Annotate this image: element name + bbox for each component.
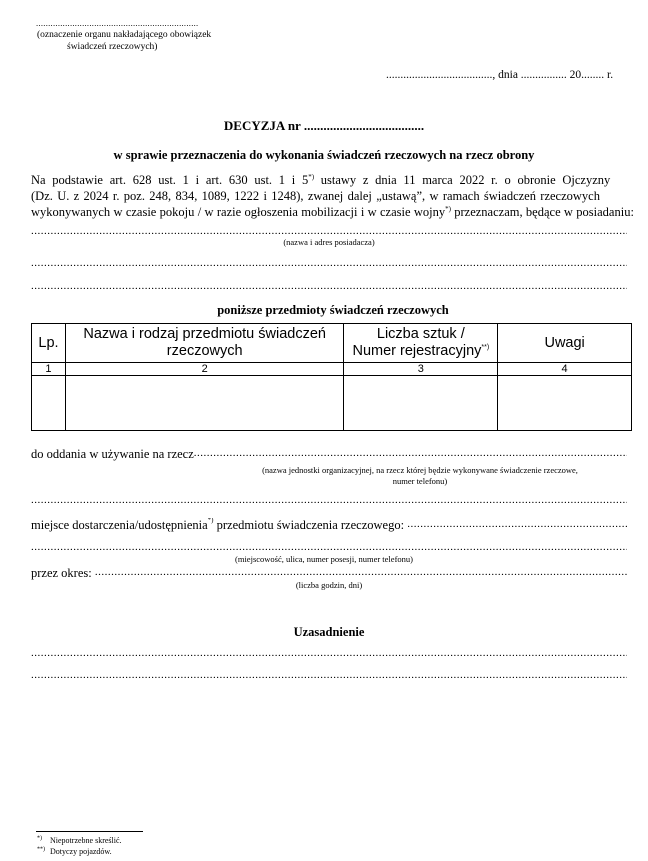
intro-line1-rest: ustawy z dnia 11 marca 2022 r. o obronie Ojczyzny xyxy=(314,173,611,187)
intro-line3-text: wykonywanych w czasie pokoju / w razie ogłoszenia mobilizacji i w czasie wojny xyxy=(31,205,446,219)
delivery-note: (miejscowość, ulica, numer posesji, numer telefonu) xyxy=(235,554,413,564)
footnote-mark: **) xyxy=(37,846,45,853)
organ-label-line1: (oznaczenie organu nakładającego obowiązek xyxy=(37,30,212,40)
owner-field-line-1[interactable] xyxy=(31,224,627,238)
items-table xyxy=(31,323,632,431)
column-header-name-line1: Nazwa i rodzaj przedmiotu świadczeń xyxy=(83,326,326,342)
period-field[interactable] xyxy=(95,566,627,581)
column-number: 4 xyxy=(498,363,632,376)
intro-line-1 xyxy=(31,172,627,188)
footnote-ref: *) xyxy=(445,204,451,213)
date-line[interactable]: ....................................., dnia ................ 20........ r. xyxy=(386,69,614,81)
column-header-quantity-line1: Liczba sztuk / xyxy=(376,326,465,342)
delivery-label: miejsce dostarczenia/udostępnienia xyxy=(31,518,208,532)
delivery-label-rest: przedmiotu świadczenia rzeczowego: xyxy=(213,518,408,532)
footnote-ref: *) xyxy=(308,172,315,181)
justification-line-2[interactable] xyxy=(31,668,627,682)
column-number: 1 xyxy=(32,363,66,376)
footnote-text: Niepotrzebne skreślić. xyxy=(50,836,122,845)
column-number: 3 xyxy=(344,363,498,376)
delivery-row xyxy=(31,518,627,533)
table-cell-name[interactable] xyxy=(65,376,343,431)
items-heading: poniższe przedmioty świadczeń rzeczowych xyxy=(217,303,449,317)
period-row xyxy=(31,566,627,581)
intro-line-2: (Dz. U. z 2024 r. poz. 248, 834, 1089, 1222 i 1248), zwanej dalej „ustawą”, w ramach świadczeń rzeczowych xyxy=(31,189,600,203)
organ-label-line2: świadczeń rzeczowych) xyxy=(67,42,158,52)
handover-field-line-2[interactable] xyxy=(31,493,627,507)
decision-title[interactable]: DECYZJA nr ..................................... xyxy=(223,118,425,133)
footnote-2 xyxy=(37,847,112,856)
organ-dots[interactable]: ................................................................... xyxy=(36,18,199,28)
period-label: przez okres: xyxy=(31,566,95,580)
handover-field[interactable] xyxy=(194,447,627,462)
column-header-notes: Uwagi xyxy=(498,324,632,363)
intro-line3-rest: przeznaczam, będące w posiadaniu: xyxy=(450,205,634,219)
decision-subject: w sprawie przeznaczenia do wykonania świadczeń rzeczowych na rzecz obrony xyxy=(113,148,535,162)
delivery-field-line-2[interactable] xyxy=(31,540,627,554)
period-note: (liczba godzin, dni) xyxy=(295,580,363,590)
column-header-name-line2: rzeczowych xyxy=(166,343,243,359)
handover-label: do oddania w używanie na rzecz xyxy=(31,447,194,461)
table-row xyxy=(32,376,632,431)
footnote-mark: *) xyxy=(37,835,42,842)
handover-note-line2: numer telefonu) xyxy=(392,476,448,486)
owner-field-line-2[interactable] xyxy=(31,256,627,270)
footnote-ref: *) xyxy=(207,518,214,524)
intro-line1-text: Na podstawie art. 628 ust. 1 i art. 630 ust. 1 i 5 xyxy=(31,173,309,187)
column-header-lp: Lp. xyxy=(32,324,66,363)
footnote-separator xyxy=(36,831,143,832)
footnote-1 xyxy=(37,836,122,845)
table-cell-notes[interactable] xyxy=(498,376,632,431)
owner-label: (nazwa i adres posiadacza) xyxy=(283,237,375,247)
column-header-name xyxy=(65,324,343,363)
handover-note-line1: (nazwa jednostki organizacyjnej, na rzecz której będzie wykonywane świadczenie rzeczowe, xyxy=(262,465,578,475)
intro-line-3 xyxy=(31,204,634,220)
footnote-ref: **) xyxy=(481,344,490,352)
footnote-text: Dotyczy pojazdów. xyxy=(50,847,112,856)
column-number: 2 xyxy=(65,363,343,376)
owner-field-line-3[interactable] xyxy=(31,279,627,293)
delivery-field[interactable] xyxy=(407,518,627,533)
column-header-quantity-line2: Numer rejestracyjny xyxy=(352,343,482,359)
handover-row xyxy=(31,447,627,462)
column-header-quantity xyxy=(344,324,498,363)
justification-heading: Uzasadnienie xyxy=(293,625,365,639)
table-header-row xyxy=(32,324,632,363)
table-cell-lp[interactable] xyxy=(32,376,66,431)
table-cell-quantity[interactable] xyxy=(344,376,498,431)
justification-line-1[interactable] xyxy=(31,646,627,660)
table-number-row xyxy=(32,363,632,376)
